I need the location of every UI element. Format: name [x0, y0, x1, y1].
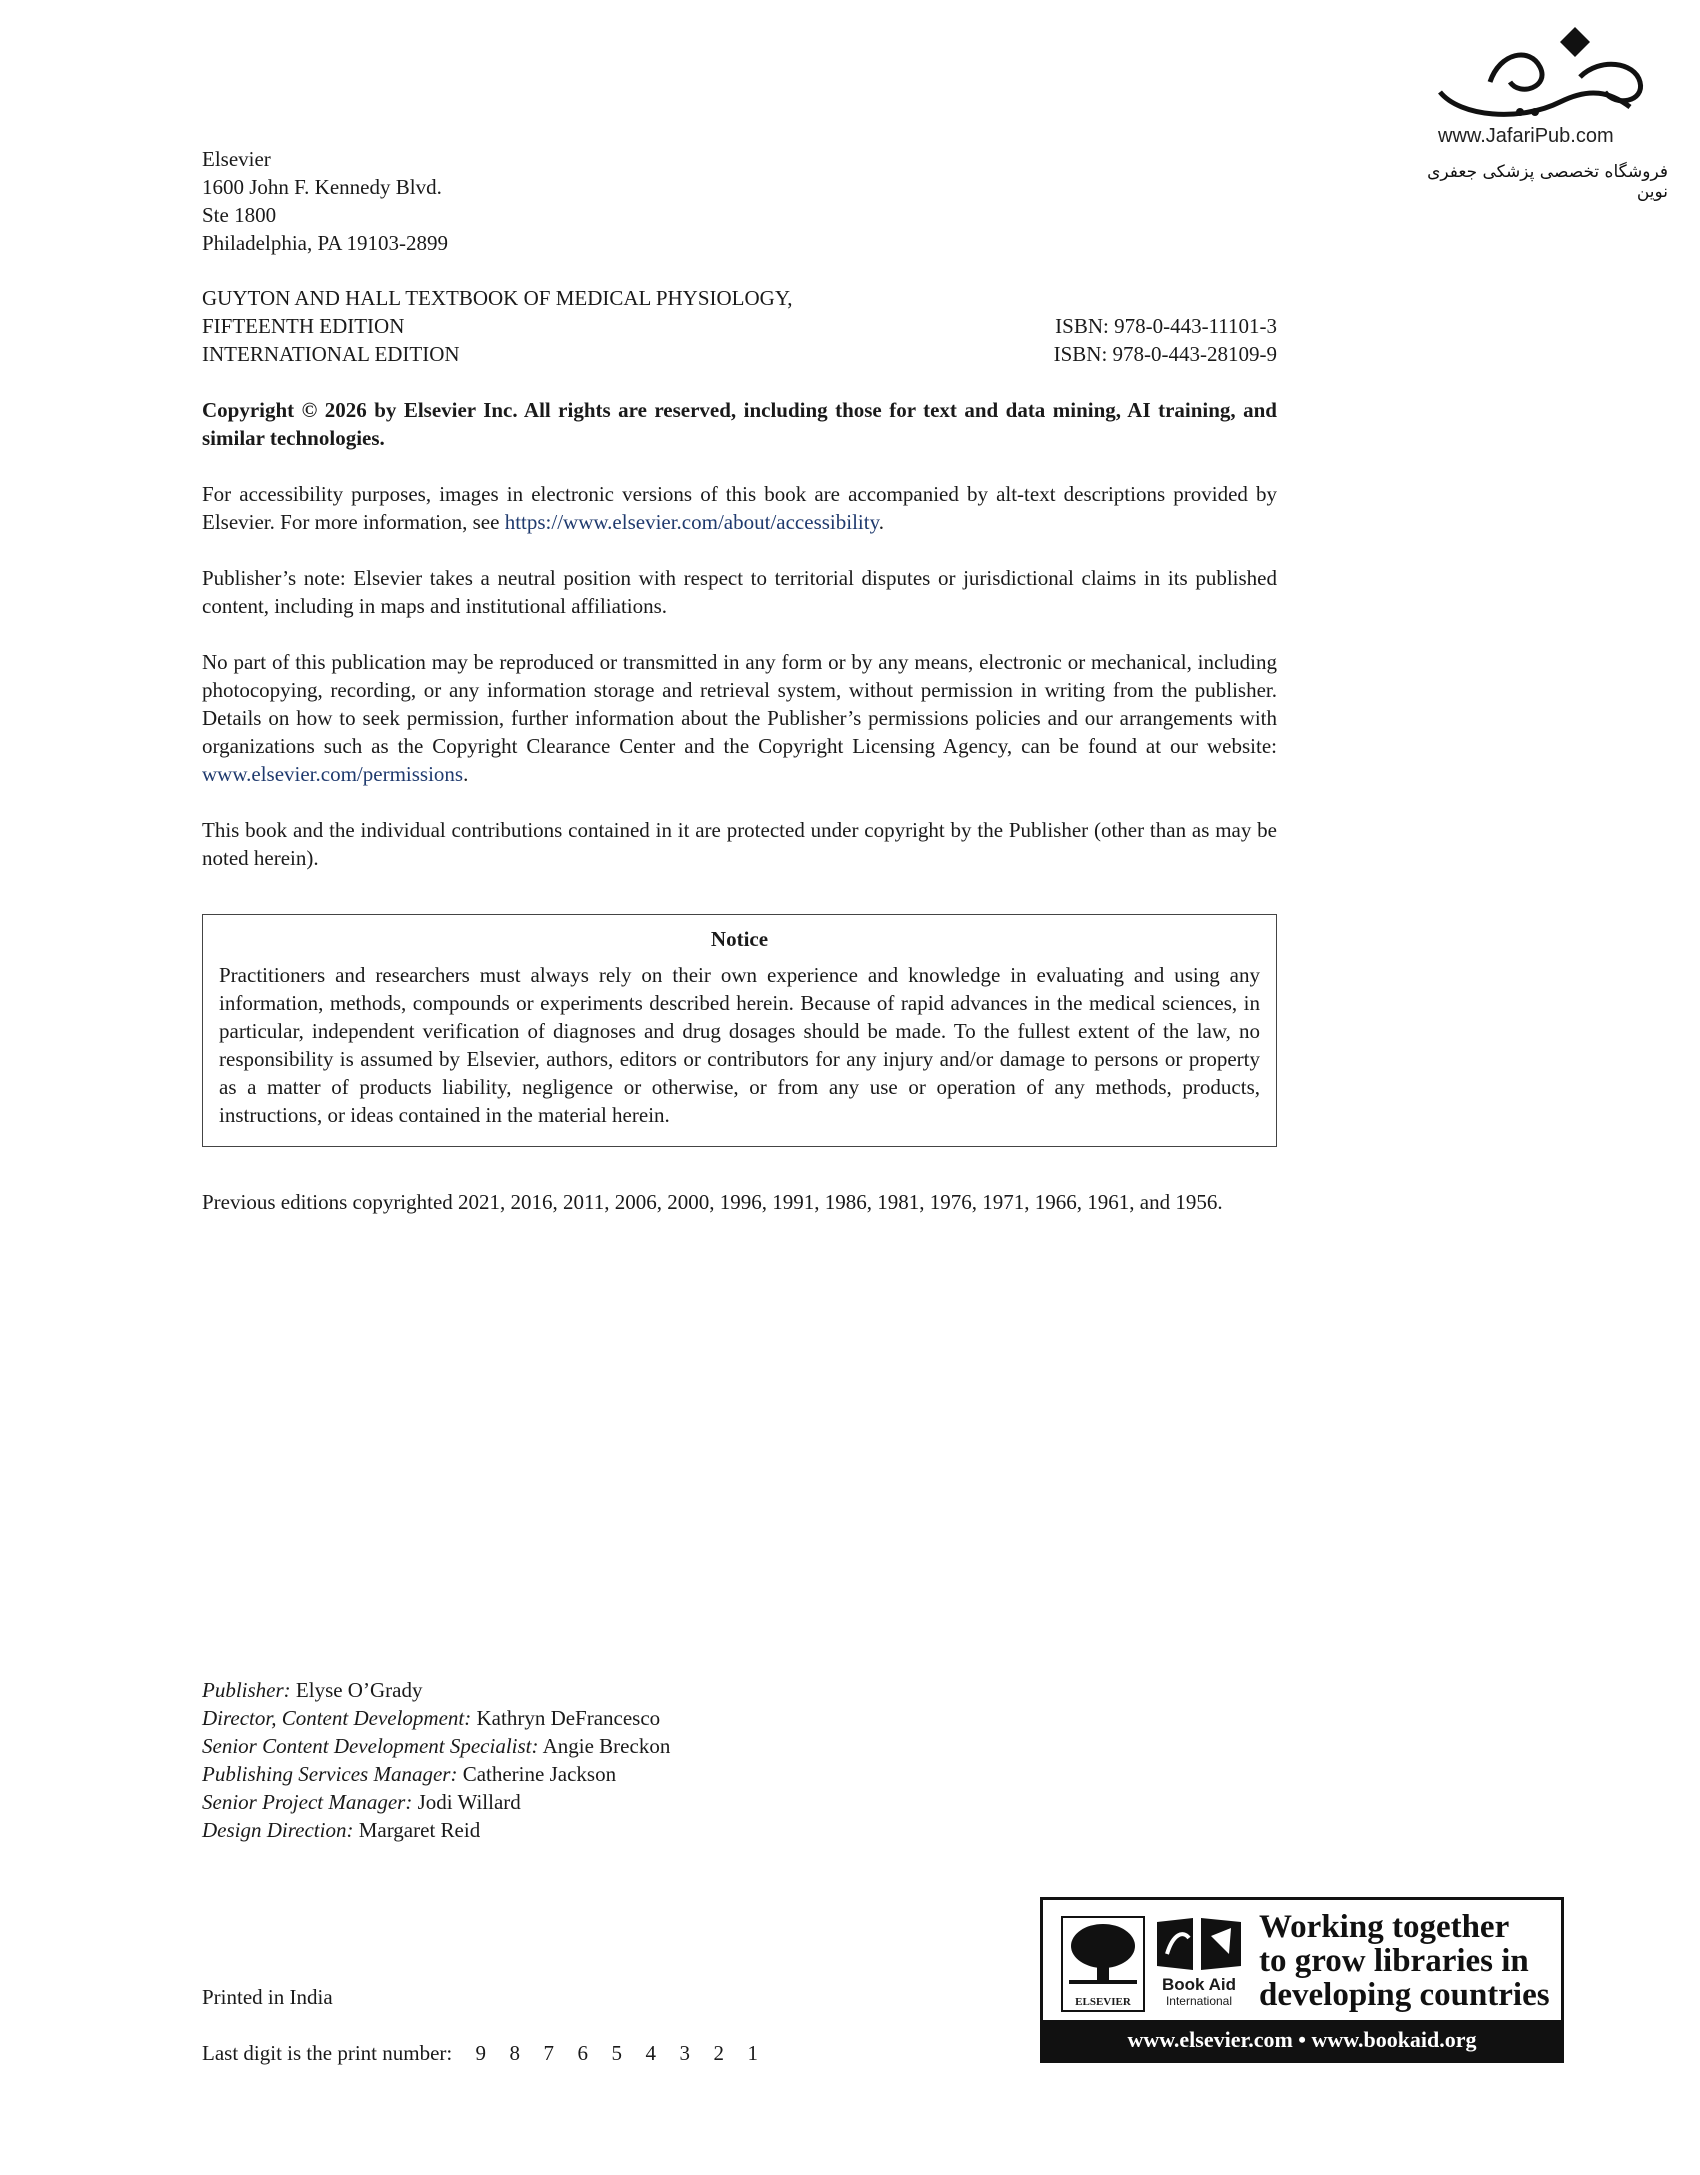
print-digit: 1 — [747, 2041, 758, 2065]
address-name: Elsevier — [202, 147, 271, 171]
watermark-site: www.JafariPub.com — [1438, 125, 1614, 147]
previous-editions: Previous editions copyrighted 2021, 2016, 2011, 2006, 2000, 1996, 1991, 1986, 1981, 1976, 1971, 1966, 1961, and 1956. — [202, 1190, 1223, 1214]
print-digits — [475, 2041, 781, 2065]
slogan-line-3: developing countries — [1259, 1977, 1550, 2013]
credits-list — [202, 1676, 670, 1844]
credit-name: Angie Breckon — [542, 1734, 671, 1758]
credit-name: Catherine Jackson — [462, 1762, 617, 1786]
calligraphy-logo-icon — [1400, 22, 1680, 132]
print-number-line — [202, 2039, 781, 2067]
bookaid-icon — [1153, 1914, 1245, 1974]
publisher-address — [202, 145, 448, 257]
title-line-1 — [202, 284, 1277, 312]
print-digit: 8 — [509, 2041, 520, 2065]
permissions-link[interactable]: www.elsevier.com/permissions — [202, 762, 464, 786]
publisher-note: Publisher’s note: Elsevier takes a neutral position with respect to territorial disputes or jurisdictional claims in its published content, including in maps and institutional affiliations. — [202, 566, 1277, 618]
elsevier-tree-logo — [1061, 1916, 1145, 2012]
watermark-logo — [1400, 22, 1680, 202]
address-city: Philadelphia, PA 19103-2899 — [202, 231, 448, 255]
credit-role: Senior Project Manager: — [202, 1790, 413, 1814]
printed-in: Printed in India — [202, 1985, 333, 2009]
credit-row — [202, 1816, 670, 1844]
accessibility-paragraph — [202, 480, 1277, 536]
elsevier-label: ELSEVIER — [1075, 1996, 1131, 2008]
permissions-paragraph — [202, 648, 1277, 788]
isbn-2: ISBN: 978-0-443-28109-9 — [1053, 342, 1277, 366]
bookaid-logo — [1153, 1914, 1245, 2012]
title-isbn-block — [202, 284, 1277, 368]
credit-row — [202, 1732, 670, 1760]
permissions-end: . — [463, 762, 469, 786]
slogan-line-2: to grow libraries in — [1259, 1943, 1529, 1979]
notice-box — [202, 914, 1277, 1147]
tree-icon — [1063, 1918, 1143, 1988]
book-title: GUYTON AND HALL TEXTBOOK OF MEDICAL PHYSIOLOGY, — [202, 286, 793, 310]
protection-paragraph: This book and the individual contributions contained in it are protected under copyright by the Publisher (other than as may be noted herein). — [202, 818, 1277, 870]
accessibility-text: For accessibility purposes, images in electronic versions of this book are accompanied by alt-text descriptions provided by Elsevier. For more information, see — [202, 482, 1277, 534]
notice-body: Practitioners and researchers must always rely on their own experience and knowledge in evaluating and using any information, methods, compounds or experiments described herein. Because of rapid advances in the medical sciences, in particular, independent verification of diagnoses and drug dosages should be made. To the fullest extent of the law, no responsibility is assumed by Elsevier, authors, editors or contributors for any injury and/or damage to persons or property as a matter of products liability, negligence or otherwise, or from any use or operation of any methods, products, instructions, or ideas contained in the material herein. — [219, 963, 1260, 1127]
slogan-line-1: Working together — [1259, 1909, 1510, 1945]
print-digit: 7 — [543, 2041, 554, 2065]
credit-row — [202, 1760, 670, 1788]
credit-role: Director, Content Development: — [202, 1706, 472, 1730]
bookaid-banner — [1040, 1897, 1564, 2063]
international-edition: INTERNATIONAL EDITION — [202, 342, 460, 366]
credit-name: Margaret Reid — [358, 1818, 481, 1842]
isbn-1: ISBN: 978-0-443-11101-3 — [1055, 314, 1277, 338]
bookaid-slogan — [1259, 1910, 1559, 2012]
title-line-3 — [202, 340, 1277, 368]
address-suite: Ste 1800 — [202, 203, 277, 227]
permissions-text: No part of this publication may be reproduced or transmitted in any form or by any means, electronic or mechanical, including photocopying, recording, or any information storage and retrieval system, without permission in writing from the publisher. Details on how to seek permission, further information about the Publisher’s permissions policies and our arrangements with organizations such as the Copyright Clearance Center and the Copyright Licensing Agency, can be found at our website: — [202, 650, 1277, 758]
credit-row — [202, 1788, 670, 1816]
watermark-tagline: فروشگاه تخصصی پزشکی جعفری نوین — [1427, 162, 1668, 202]
bookaid-name: Book Aid — [1162, 1975, 1236, 1994]
print-digit: 5 — [611, 2041, 622, 2065]
print-digit: 3 — [679, 2041, 690, 2065]
print-number-label: Last digit is the print number: — [202, 2041, 453, 2065]
print-digit: 6 — [577, 2041, 588, 2065]
accessibility-end: . — [878, 510, 884, 534]
bookaid-urls[interactable]: www.elsevier.com • www.bookaid.org — [1043, 2020, 1561, 2060]
edition: FIFTEENTH EDITION — [202, 314, 405, 338]
notice-title: Notice — [710, 927, 769, 951]
accessibility-link[interactable]: https://www.elsevier.com/about/accessibility — [504, 510, 879, 534]
credit-row — [202, 1704, 670, 1732]
copyright-statement: Copyright © 2026 by Elsevier Inc. All rights are reserved, including those for text and data mining, AI training, and similar technologies. — [202, 398, 1277, 450]
credit-name: Jodi Willard — [417, 1790, 521, 1814]
credit-row — [202, 1676, 670, 1704]
credit-name: Kathryn DeFrancesco — [476, 1706, 661, 1730]
title-line-2 — [202, 312, 1277, 340]
credit-name: Elyse O’Grady — [295, 1678, 423, 1702]
print-digit: 2 — [713, 2041, 724, 2065]
address-street: 1600 John F. Kennedy Blvd. — [202, 175, 442, 199]
credit-role: Senior Content Development Specialist: — [202, 1734, 539, 1758]
print-digit: 4 — [645, 2041, 656, 2065]
print-digit: 9 — [475, 2041, 486, 2065]
bookaid-sub: International — [1165, 1994, 1233, 2008]
credit-role: Publishing Services Manager: — [202, 1762, 458, 1786]
credit-role: Publisher: — [202, 1678, 291, 1702]
credit-role: Design Direction: — [202, 1818, 354, 1842]
